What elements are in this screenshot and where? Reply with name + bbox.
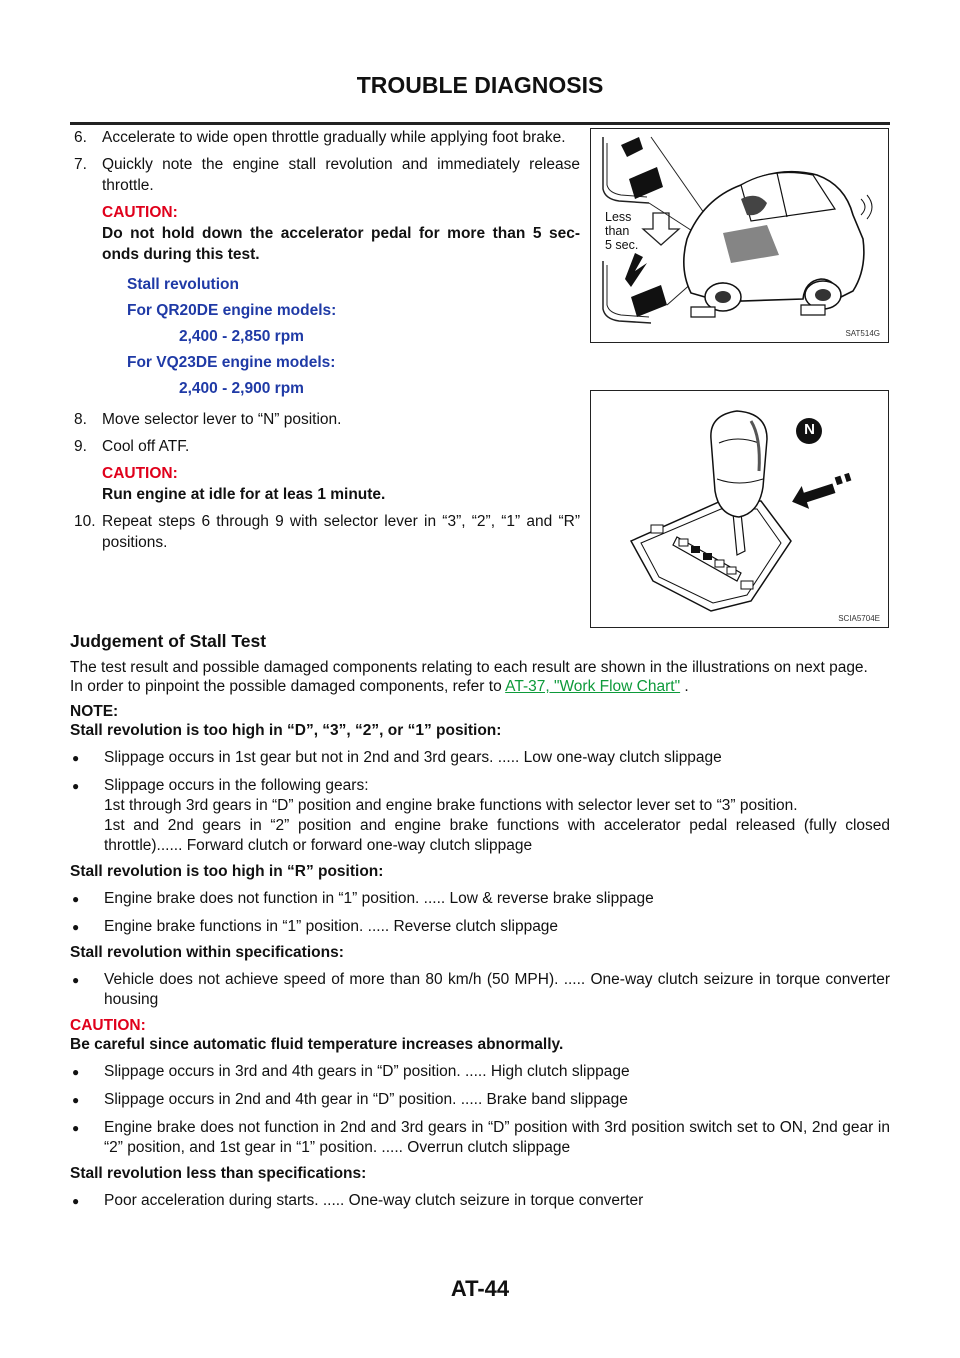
list-item	[70, 1191, 890, 1211]
caution-block-1	[74, 202, 580, 265]
section-heading: Judgement of Stall Test	[70, 631, 267, 651]
steps-top	[74, 127, 580, 265]
caution-block-2	[74, 463, 580, 505]
list-item-text	[104, 776, 890, 856]
figure-stall-test	[590, 128, 889, 343]
label-line: than	[605, 224, 630, 238]
list-item-text: Slippage occurs in 2nd and 4th gear in “D” position. ..... Brake band slippage	[104, 1091, 628, 1108]
caution-text: Run engine at idle for at leas 1 minute.	[102, 486, 386, 503]
work-flow-chart-link[interactable]: AT-37, "Work Flow Chart"	[505, 678, 681, 695]
list-item	[70, 1090, 890, 1110]
list-item	[70, 889, 890, 909]
qr-engine-value: 2,400 - 2,850 rpm	[179, 328, 304, 345]
list-item-text: Engine brake functions in “1” position. ..... Reverse clutch slippage	[104, 918, 559, 935]
step-6	[74, 127, 580, 148]
step-text: Quickly note the engine stall revolution and immediately release throttle.	[102, 156, 580, 194]
steps-mid	[74, 409, 580, 553]
list-item-text: Poor acceleration during starts. ..... One-way clutch seizure in torque converter	[104, 1192, 644, 1209]
figure-selector-lever	[590, 390, 889, 628]
caution-label: CAUTION:	[102, 204, 178, 221]
high-reverse-heading: Stall revolution is too high in “R” position:	[70, 863, 384, 880]
stall-spec-title: Stall revolution	[127, 276, 239, 293]
label-line: Less	[605, 210, 632, 224]
within-spec-heading: Stall revolution within specifications:	[70, 944, 344, 961]
bullet-icon: ●	[72, 751, 80, 765]
less-spec-heading: Stall revolution less than specifications:	[70, 1165, 367, 1182]
list-line: 1st through 3rd gears in “D” position and engine brake functions with selector lever set to “3” position.	[104, 797, 798, 814]
step-text: Cool off ATF.	[102, 438, 190, 455]
bullet-icon: ●	[72, 1093, 80, 1107]
step-text: Repeat steps 6 through 9 with selector lever in “3”, “2”, “1” and “R” positions.	[102, 513, 580, 551]
note-label: NOTE:	[70, 703, 119, 720]
list-item-text: Vehicle does not achieve speed of more than 80 km/h (50 MPH). ..... One-way clutch seizure in torque converter housing	[104, 971, 890, 1008]
caution-label: CAUTION:	[70, 1017, 146, 1034]
vq-engine-value: 2,400 - 2,900 rpm	[179, 380, 304, 397]
caution-label: CAUTION:	[102, 465, 178, 482]
vq-engine-label: For VQ23DE engine models:	[127, 354, 336, 371]
step-number: 8.	[74, 411, 87, 428]
list-item	[70, 776, 890, 856]
list-item	[70, 1062, 890, 1082]
caution-text: Be careful since automatic fluid temperature increases abnormally.	[70, 1036, 564, 1053]
reference-line	[70, 677, 890, 696]
n-position-badge: N	[804, 421, 815, 438]
bullet-icon: ●	[72, 973, 80, 987]
label-line: 5 sec.	[605, 238, 639, 252]
list-item	[70, 970, 890, 1010]
list-item	[70, 917, 890, 937]
list-item	[70, 1118, 890, 1158]
list-item-text: Engine brake does not function in “1” position. ..... Low & reverse brake slippage	[104, 890, 654, 907]
list-line: 1st and 2nd gears in “2” position and engine brake functions with accelerator pedal released (fully closed throttle)...... Forward clutch or forward one-way clutch slippage	[104, 817, 890, 854]
figure-code: SCIA5704E	[838, 614, 880, 623]
qr-engine-label: For QR20DE engine models:	[127, 302, 337, 319]
step-number: 10.	[74, 513, 96, 530]
step-number: 7.	[74, 156, 87, 173]
list-item-text: Slippage occurs in 1st gear but not in 2nd and 3rd gears. ..... Low one-way clutch slippage	[104, 749, 722, 766]
high-drive-heading: Stall revolution is too high in “D”, “3”, “2”, or “1” position:	[70, 722, 502, 739]
title-rule	[70, 122, 890, 125]
bullet-icon: ●	[72, 1194, 80, 1208]
judgement-section	[70, 631, 890, 1211]
bullet-icon: ●	[72, 1121, 80, 1135]
page-title: TROUBLE DIAGNOSIS	[356, 72, 604, 98]
list-item-text: Engine brake does not function in 2nd and 3rd gears in “D” position with 3rd position switch set to ON, 2nd gear in “2” position, and 1st gear in “1” position. ..... Overrun clutch slippage	[104, 1119, 890, 1156]
list-line: Slippage occurs in the following gears:	[104, 777, 369, 794]
step-10	[74, 511, 580, 553]
page-number: AT-44	[450, 1276, 510, 1301]
step-7	[74, 154, 580, 196]
figure-code: SAT514G	[845, 329, 880, 338]
reference-text: .	[680, 678, 689, 695]
step-8	[74, 409, 580, 430]
intro-paragraph: The test result and possible damaged components relating to each result are shown in the illustrations on next page.	[70, 659, 868, 676]
step-9	[74, 436, 580, 457]
list-item-text: Slippage occurs in 3rd and 4th gears in “D” position. ..... High clutch slippage	[104, 1063, 630, 1080]
step-text: Accelerate to wide open throttle gradually while applying foot brake.	[102, 129, 566, 146]
caution-text: Do not hold down the accelerator pedal for more than 5 sec- onds during this test.	[102, 225, 580, 263]
step-number: 9.	[74, 438, 87, 455]
list-item	[70, 748, 890, 768]
reference-text: In order to pinpoint the possible damaged components, refer to	[70, 678, 506, 695]
step-text: Move selector lever to “N” position.	[102, 411, 342, 428]
bullet-icon: ●	[72, 779, 80, 793]
figure-label	[605, 210, 638, 252]
selector-lever-illustration	[591, 391, 888, 627]
stall-spec	[127, 274, 547, 399]
step-number: 6.	[74, 129, 87, 146]
bullet-icon: ●	[72, 920, 80, 934]
bullet-icon: ●	[72, 1065, 80, 1079]
bullet-icon: ●	[72, 892, 80, 906]
